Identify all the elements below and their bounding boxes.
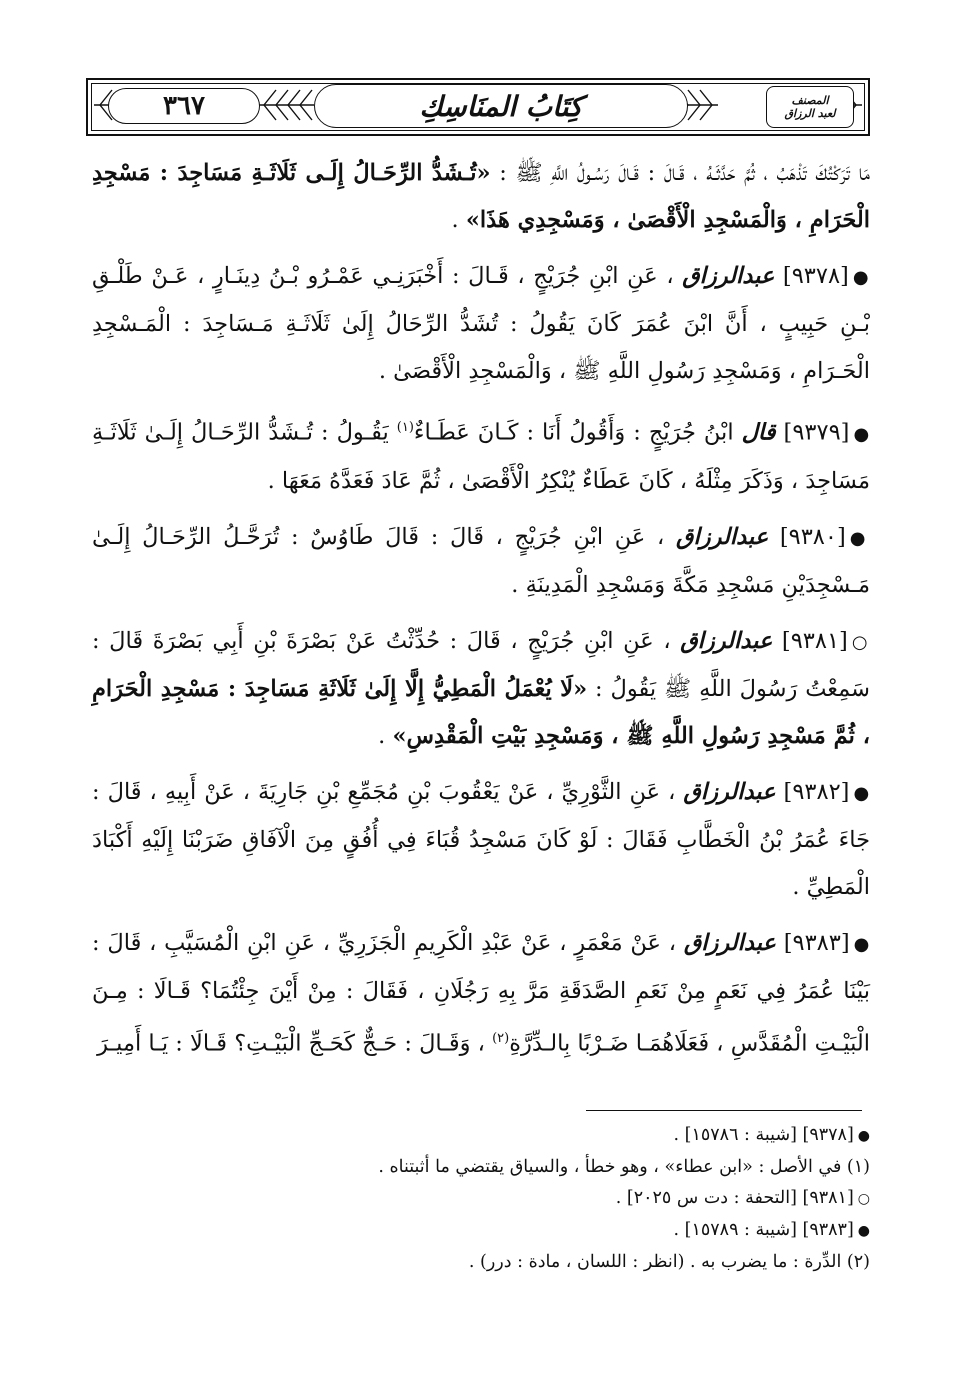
footnote-line: [92, 1183, 870, 1215]
hadith-paragraph: [92, 150, 870, 244]
paragraph-marker: ●: [853, 782, 871, 804]
paragraph-text: ، عَنِ ابْنِ جُرَيْجٍ ، قَـالَ : أَخْبَرَنِـي عَمْـرُو بْـنُ دِينَـارٍ ، عَـنْ طَلْـقِ بْـنِ حَبِيبٍ ، أَنَّ ابْنَ عُمَرَ كَانَ يَقُولُ : تُشَدُّ الرِّحَالُ إِلَىٰ ثَلَاثَـةِ مَـسَاجِدَ : الْمَـسْجِدِ الْحَـرَامِ ، وَمَسْجِدِ رَسُولِ اللَّهِ ﷺ ، وَالْمَسْجِدِ الْأَقْصَىٰ .: [92, 263, 870, 384]
paragraph-text: ابْنُ جُرَيْجٍ : وَأَقُولُ أَنَا : كَـانَ عَطَـاءٌ: [413, 419, 742, 446]
footnote-text: [٩٣٨٣] [شيبة : ١٥٧٨٩] .: [673, 1220, 854, 1240]
prophetic-quote: «تُـشَدُّ الرِّحَـالُ إِلَـى ثَلَاثَـةِ مَسَاجِدَ : مَسْجِدِ الْحَرَامِ ، وَالْمَسْجِدِ الْأَقْصَىٰ ، وَمَسْجِدِي هَذَا»: [92, 160, 870, 233]
footnote-line: [92, 1215, 870, 1247]
paragraph-text: .: [378, 722, 393, 749]
hadith-number: [٩٣٨٠]: [768, 523, 846, 550]
page-number: ٣٦٧: [108, 88, 260, 124]
book-title: كِتَابُ المنَاسِكِ: [314, 84, 688, 128]
footnote-text: (١) في الأصل : «ابن عطاء» ، وهو خطأ ، والسياق يقتضي ما أثبتناه .: [378, 1157, 870, 1177]
logo-line-1: المصنف: [791, 94, 829, 107]
paragraph-text: يَقُـولُ : تُـشَدُّ الرِّحَـالُ إِلَـىٰ ثَلَاثَـةِ مَسَاجِدَ ، وَذَكَرَ مِثْلَهُ ، كَانَ عَطَاءٌ يُنْكِرُ الْأَقْصَىٰ ، ثُمَّ عَادَ فَعَدَّهُ مَعَهَا .: [92, 419, 870, 494]
narrator-name: عبدالرزاق: [676, 523, 769, 550]
hadith-paragraph: [92, 253, 870, 395]
hadith-number: [٩٣٧٨]: [774, 263, 849, 289]
footnote-text: [٩٣٨١] [التحفة : دت س ٢٠٢٥] .: [615, 1188, 854, 1208]
publisher-logo: [766, 86, 854, 128]
hadith-paragraph: [92, 618, 870, 760]
paragraph-marker: ○: [851, 631, 870, 653]
footnote-text: [٩٣٧٨] [شيبة : ١٥٧٨٦] .: [673, 1125, 854, 1145]
narrator-name: عبدالرزاق: [683, 929, 776, 956]
hadith-number: [٩٣٨٢]: [775, 778, 850, 805]
paragraph-marker: ●: [853, 423, 870, 445]
footnote-ref: (١): [396, 420, 414, 435]
hadith-number: [٩٣٧٩]: [775, 419, 850, 446]
paragraph-text: ، عَنْ مَعْمَرٍ ، عَنْ عَبْدِ الْكَرِيمِ الْجَزَرِيِّ ، عَنِ ابْنِ الْمُسَيَّبِ ، قَالَ : بَيْنَا عُمَرُ فِي نَعَمٍ مِنْ نَعَمِ الصَّدَقَةِ مَرَّ بِهِ رَجُلَانِ ، فَقَالَ : مِنْ أَيْنَ جِئْتُمَا؟ قَـالَا : مِـنَ الْبَيْـتِ الْمُقَدَّسِ ، فَعَلَاهُمَـا ضَـرْبًا بِالـدِّرَّةِ: [92, 929, 870, 1056]
narrator-name: قال: [741, 419, 776, 446]
footnote-marker: ●: [857, 1128, 870, 1144]
footnote-marker: ●: [857, 1223, 870, 1239]
footnote-marker: ○: [857, 1191, 870, 1207]
footnote-line: [92, 1152, 870, 1183]
footnote-text: (٢) الدِّرة : ما يضرب به . (انظر : اللسان ، مادة : درر) .: [468, 1252, 870, 1272]
narrator-name: عبدالرزاق: [680, 627, 773, 654]
narrator-name: عبدالرزاق: [682, 263, 775, 289]
paragraph-marker: ●: [852, 267, 870, 288]
logo-line-2: لعبد الرزاق: [784, 107, 836, 120]
paragraph-text: ، عَنِ ابْنِ جُرَيْجٍ ، قَالَ : حُدِّثْتُ عَنْ بَصْرَةَ بْنِ أَبِي بَصْرَةَ قَالَ : سَمِعْتُ رَسُولَ اللَّهِ ﷺ يَقُولُ :: [92, 627, 871, 702]
footnote-line: [92, 1120, 870, 1152]
hadith-paragraph: [92, 769, 870, 911]
hadith-number: [٩٣٨٣]: [775, 929, 850, 956]
footnote-separator: [586, 1110, 862, 1111]
paragraph-text: ، وَقَـالَ : حَـجٌّ كَحَـجِّ الْبَيْـتِ؟ قَـالَا : يَـا أَمِيـرَ: [97, 1030, 493, 1056]
paragraph-text: .: [451, 207, 466, 233]
paragraph-marker: ●: [853, 933, 870, 955]
hadith-number: [٩٣٨١]: [772, 627, 848, 654]
paragraph-text: ، عَنِ ابْنِ جُرَيْجٍ ، قَالَ : قَالَ طَاوُسٌ : تُرَحَّـلُ الرِّحَـالُ إِلَـىٰ مَـسْجِدَيْنِ مَسْجِدِ مَكَّةَ وَمَسْجِدِ الْمَدِينَةِ .: [92, 523, 870, 598]
footnote-line: [92, 1247, 870, 1278]
main-text: [92, 150, 870, 1076]
footnote-ref: (٢): [492, 1030, 510, 1046]
hadith-paragraph: [92, 514, 870, 609]
paragraph-text: ، عَنِ الثَّوْرِيِّ ، عَنْ يَعْقُوبَ بْنِ مُجَمِّعِ بْنِ جَارِيَةَ ، عَنْ أَبِيهِ ، قَالَ : جَاءَ عُمَرُ بْنُ الْخَطَّابِ فَقَالَ : لَوْ كَانَ مَسْجِدُ قُبَاءَ فِي أُفُقٍ مِنَ الْآفَاقِ ضَرَبْنَا إِلَيْهِ أَكْبَادَ الْمَطِيِّ .: [92, 778, 870, 900]
hadith-paragraph: [92, 404, 870, 505]
paragraph-marker: ●: [849, 527, 870, 549]
paragraph-text: مَا تَرَكْتُكَ تَذْهَبُ ، ثُمَّ حَدَّثَـهُ ، قَـالَ : قَـالَ رَسُـولُ اللَّهِ ﷺ :: [490, 160, 870, 186]
running-header: [86, 78, 870, 136]
narrator-name: عبدالرزاق: [683, 778, 776, 805]
ornament-left-inner: [256, 86, 316, 124]
footnotes: [92, 1120, 870, 1278]
prophetic-quote: «لَا يُعْمَلُ الْمَطِيُّ إِلَّا إِلَىٰ ثَلَاثَةِ مَسَاجِدَ : مَسْجِدِ الْحَرَامِ ، ثُمَّ مَسْجِدِ رَسُولِ اللَّهِ ﷺ ، وَمَسْجِدِ بَيْتِ الْمَقْدِسِ»: [92, 675, 870, 749]
hadith-paragraph: [92, 920, 870, 1068]
